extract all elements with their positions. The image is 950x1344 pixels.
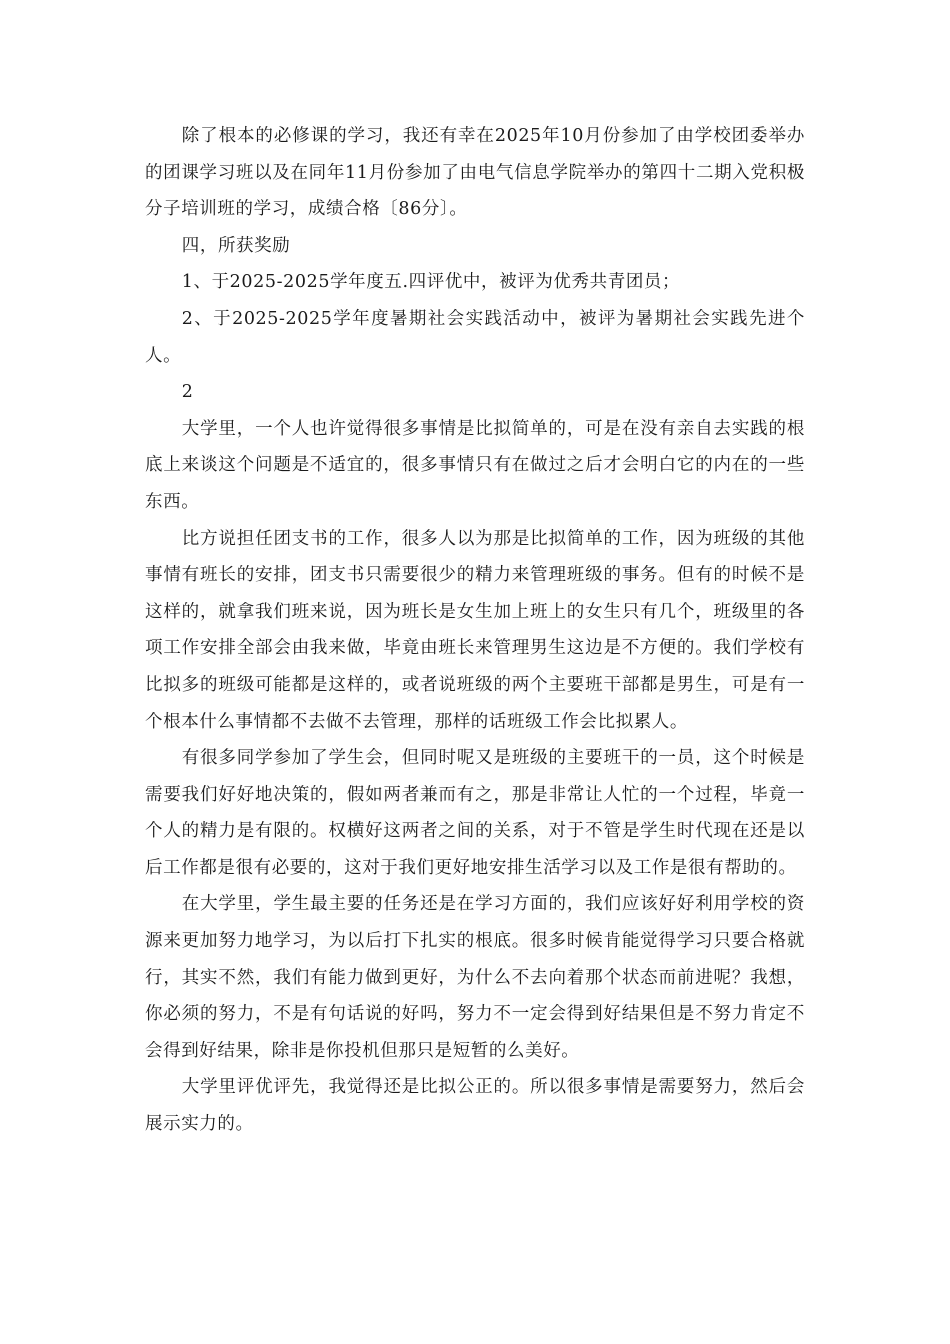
section-number: 2: [181, 382, 194, 403]
paragraph-practice: 大学里，一个人也许觉得很多事情是比拟简单的，可是在没有亲自去实践的根底上来谈这个问题是不适宜的，很多事情只有在做过之后才会明白它的内在的一些东西。: [145, 418, 805, 512]
award-item-2: 2、于2025-2025学年度暑期社会实践活动中，被评为暑期社会实践先进个人。: [145, 308, 805, 366]
paragraph-league-secretary: 比方说担任团支书的工作，很多人以为那是比拟简单的工作，因为班级的其他事情有班长的安排，团支书只需要很少的精力来管理班级的事务。但有的时候不是这样的，就拿我们班来说，因为班长是女生加上班上的女生只有几个，班级里的各项工作安排全部会由我来做，毕竟由班长来管理男生这边是不方便的。我们学校有比拟多的班级可能都是这样的，或者说班级的两个主要班干部都是男生，可是有一个根本什么事情都不去做不去管理，那样的话班级工作会比拟累人。: [145, 528, 805, 732]
paragraph-study: 除了根本的必修课的学习，我还有幸在2025年10月份参加了由学校团委举办的团课学习班以及在同年11月份参加了由电气信息学院举办的第四十二期入党积极分子培训班的学习，成绩合格〔86分〕。: [145, 126, 805, 220]
paragraph-evaluation: 大学里评优评先，我觉得还是比拟公正的。所以很多事情是需要努力，然后会展示实力的。: [145, 1077, 805, 1135]
document-body: [145, 118, 805, 1143]
paragraph-learning: 在大学里，学生最主要的任务还是在学习方面的，我们应该好好利用学校的资源来更加努力地学习，为以后打下扎实的根底。很多时候肯能觉得学习只要合格就行，其实不然，我们有能力做到更好，为什么不去向着那个状态而前进呢？我想，你必须的努力，不是有句话说的好吗，努力不一定会得到好结果但是不努力肯定不会得到好结果，除非是你投机但那只是短暂的么美好。: [145, 894, 805, 1061]
paragraph-student-union: 有很多同学参加了学生会，但同时呢又是班级的主要班干的一员，这个时候是需要我们好好地决策的，假如两者兼而有之，那是非常让人忙的一个过程，毕竟一个人的精力是有限的。权横好这两者之间的关系，对于不管是学生时代现在还是以后工作都是很有必要的，这对于我们更好地安排生活学习以及工作是很有帮助的。: [145, 748, 805, 878]
section-heading-awards: 四，所获奖励: [181, 235, 291, 256]
award-item-1: 1、于2025-2025学年度五.四评优中，被评为优秀共青团员；: [181, 272, 681, 293]
